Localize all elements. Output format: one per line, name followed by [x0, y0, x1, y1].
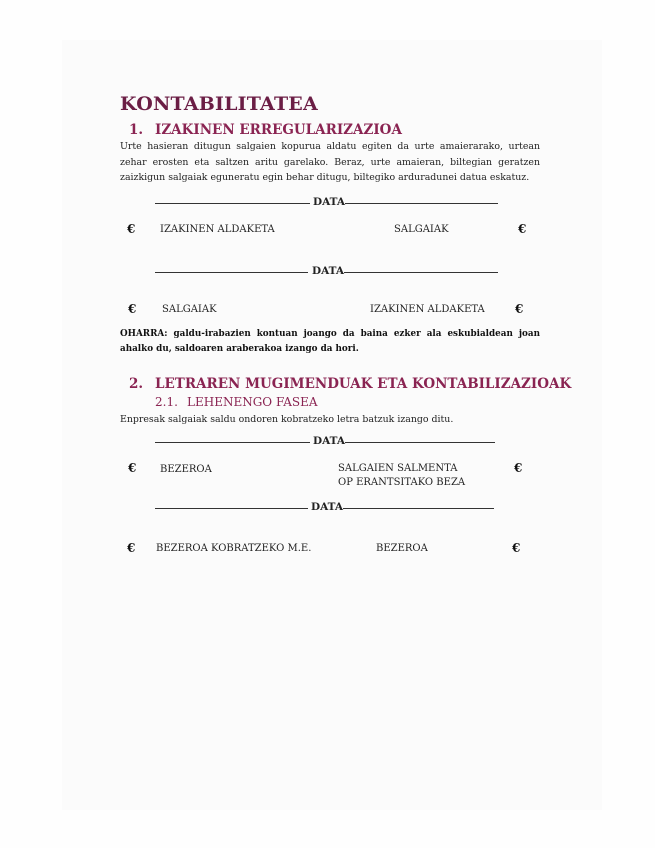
date-line-left: [155, 203, 310, 204]
subsection-number: 2.1.: [155, 395, 178, 409]
entry2-debit: SALGAIAK: [162, 304, 217, 315]
date-label: DATA: [311, 501, 344, 513]
date-line-left: [155, 272, 308, 273]
section2-number: 2.: [129, 376, 144, 392]
entry3-debit: BEZEROA: [160, 464, 212, 475]
entry4-credit: BEZEROA: [376, 543, 428, 554]
date-line-right: [345, 442, 495, 443]
date-line-left: [155, 508, 308, 509]
section1-paragraph: Urte hasieran ditugun salgaien kopurua aldatu egiten da urte amaierarako, urtean zehar erosten eta saltzen aritu garelako. Beraz, urte amaieran, biltegian geratzen zaizkigun salgaiak eguneratu egin behar ditugu, biltegiko arduradunei datua eskatuz.: [120, 141, 540, 183]
page-title: KONTABILITATEA: [120, 93, 318, 115]
euro-left: €: [127, 222, 136, 236]
date-line-right: [345, 203, 498, 204]
entry3-credit-line2: OP ERANTSITAKO BEZA: [338, 477, 466, 488]
entry1-debit: IZAKINEN ALDAKETA: [160, 224, 275, 235]
subsection-heading: LEHENENGO FASEA: [187, 395, 318, 409]
entry1-credit: SALGAIAK: [394, 224, 449, 235]
euro-right: €: [515, 302, 524, 316]
euro-right: €: [514, 461, 523, 475]
entry2-credit: IZAKINEN ALDAKETA: [370, 304, 485, 315]
euro-left: €: [128, 461, 137, 475]
euro-left: €: [127, 541, 136, 555]
note-text: OHARRA: galdu-irabazien kontuan joango da baina ezker ala eskubialdean joan ahalko du, saldoaren araberakoa izango da hori.: [120, 329, 540, 354]
euro-right: €: [512, 541, 521, 555]
date-label: DATA: [312, 265, 345, 277]
section1-number: 1.: [129, 122, 144, 138]
date-line-left: [155, 442, 310, 443]
euro-right: €: [518, 222, 527, 236]
date-line-right: [344, 272, 498, 273]
entry3-credit-line1: SALGAIEN SALMENTA: [338, 463, 458, 474]
date-line-right: [343, 508, 494, 509]
entry4-debit: BEZEROA KOBRATZEKO M.E.: [156, 543, 312, 554]
date-label: DATA: [313, 435, 346, 447]
euro-left: €: [128, 302, 137, 316]
section1-heading: IZAKINEN ERREGULARIZAZIOA: [155, 122, 402, 138]
section2-paragraph: Enpresak salgaiak saldu ondoren kobratzeko letra batzuk izango ditu.: [120, 414, 454, 425]
section2-heading: LETRAREN MUGIMENDUAK ETA KONTABILIZAZIOAK: [155, 376, 572, 392]
date-label: DATA: [313, 196, 346, 208]
